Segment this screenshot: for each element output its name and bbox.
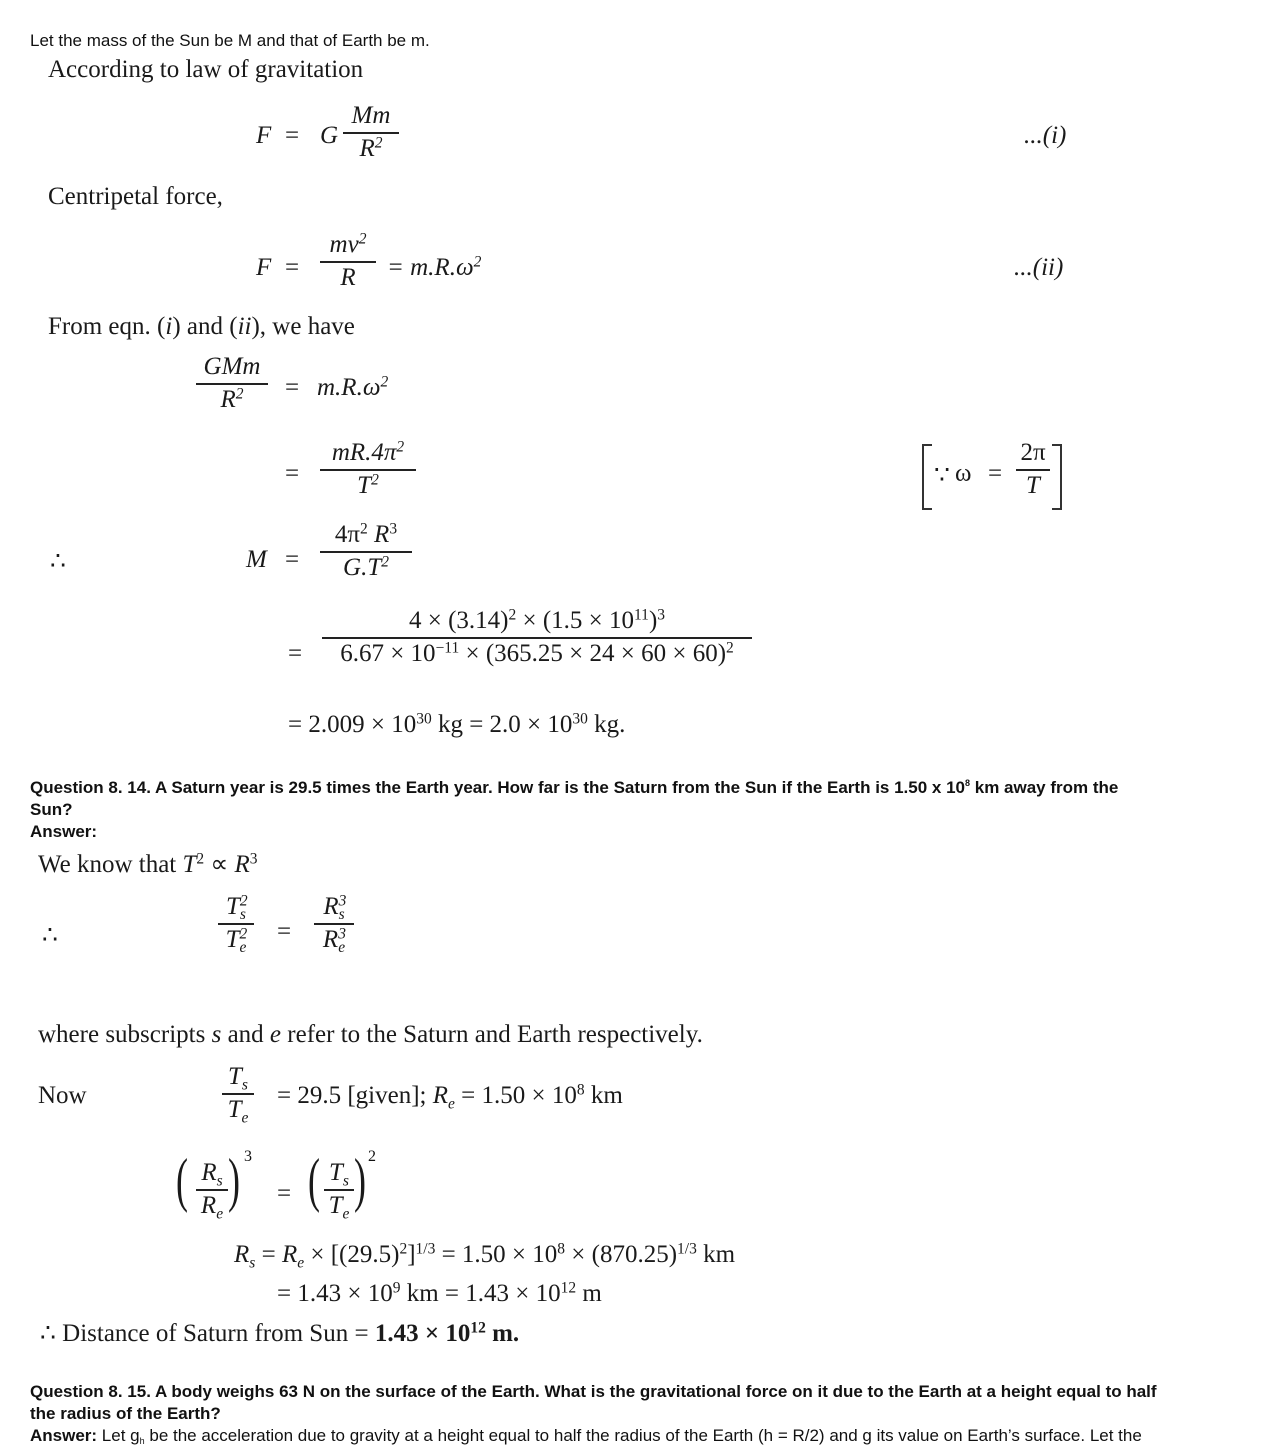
now-num-T: T xyxy=(228,1063,242,1090)
now-rhs-a: = 29.5 [given]; xyxy=(277,1082,433,1109)
eq6-num-c-exp: 3 xyxy=(657,606,666,624)
eq6-denominator xyxy=(340,641,734,667)
fraction-bar xyxy=(320,551,412,553)
question-14 xyxy=(30,777,1118,843)
eq6-num-c: ) xyxy=(648,607,658,634)
eq4-denominator xyxy=(357,473,379,499)
eq5-denominator xyxy=(343,555,389,581)
ratio-n2: R xyxy=(323,893,339,920)
eq1-lhs: F xyxy=(256,122,272,149)
now-R-sub: e xyxy=(448,1095,455,1113)
eq3-rhs xyxy=(317,374,388,402)
fraction-bar xyxy=(320,469,416,471)
omega-denominator: T xyxy=(1026,471,1040,499)
where-mid: and xyxy=(221,1021,270,1048)
ratio-d1-sub: e xyxy=(239,939,247,957)
eq2-equals: = xyxy=(285,254,300,281)
eq4-num-base: mR.4π xyxy=(331,439,397,466)
ratio-left-den xyxy=(225,925,248,957)
now-num-sub: s xyxy=(241,1076,248,1094)
eq5-lhs: M xyxy=(246,546,267,573)
omega-equals: = xyxy=(988,460,1003,487)
intro-text: Let the mass of the Sun be M and that of Earth be m. xyxy=(30,31,430,50)
fraction-bar xyxy=(314,923,354,925)
fraction-bar xyxy=(196,1189,228,1191)
equation-7 xyxy=(288,711,625,739)
right-paren: ) xyxy=(353,1147,366,1213)
eq5-num-a-exp: 2 xyxy=(360,520,368,538)
power-ln-sub: s xyxy=(216,1172,223,1190)
eq6-num-a-exp: 2 xyxy=(508,606,517,624)
eq4-numerator xyxy=(332,440,404,466)
ratio-n2-exp: 3 xyxy=(338,892,347,910)
question-15-answer xyxy=(30,1425,1157,1447)
fraction-bar xyxy=(1016,469,1050,471)
right-bracket xyxy=(1052,444,1062,510)
eq6-den-b-exp: 2 xyxy=(726,639,734,657)
rs-e: × (870.25) xyxy=(565,1241,678,1268)
ratio-d2-sub: e xyxy=(338,939,346,957)
power-rd-sub: e xyxy=(342,1205,350,1223)
eq7-post: kg. xyxy=(587,711,626,738)
answer-pre: Let g xyxy=(97,1426,140,1445)
power-left-exp: 3 xyxy=(244,1148,252,1165)
answer-post: be the acceleration due to gravity at a height equal to half the radius of the Earth (h = R/2) and g its value on Earth’s surface. Let the xyxy=(144,1426,1142,1445)
rs-equation-2 xyxy=(277,1280,602,1308)
rs-R-sub: e xyxy=(297,1254,305,1272)
rs-c-exp: 1/3 xyxy=(415,1240,436,1258)
eq3-numerator: GMm xyxy=(203,353,261,380)
proportional-symbol: ∝ xyxy=(204,851,235,878)
fraction-bar xyxy=(218,923,254,925)
left-paren: ( xyxy=(307,1147,320,1213)
rs-b: × [(29.5) xyxy=(304,1241,400,1268)
eq7-exp2: 30 xyxy=(572,710,588,728)
power-right-exp: 2 xyxy=(368,1148,376,1165)
therefore-symbol: ∴ xyxy=(50,548,66,575)
eq7-exp1: 30 xyxy=(416,710,432,728)
eq1-denominator xyxy=(359,136,382,162)
from-eqn-ii: ii xyxy=(237,313,252,340)
rs-f: km xyxy=(696,1241,736,1268)
now-rhs-c: km xyxy=(584,1082,623,1109)
eq1-numerator: Mm xyxy=(351,102,391,129)
power-ld-R: R xyxy=(200,1191,217,1219)
power-left-fraction xyxy=(196,1159,228,1223)
from-eqn-i: i xyxy=(165,313,173,340)
q14-post: km away from the xyxy=(970,778,1119,797)
know-T-exp: 2 xyxy=(196,850,205,868)
ratio-left-num xyxy=(226,892,248,924)
eq5-den-base: G.T xyxy=(343,553,382,581)
power-right-fraction xyxy=(324,1159,354,1223)
now-den xyxy=(227,1095,249,1127)
rs2-b-exp: 12 xyxy=(560,1279,577,1297)
ratio-d1: T xyxy=(225,925,240,953)
now-R: R xyxy=(432,1082,449,1109)
eq2-lhs: F xyxy=(256,254,272,281)
where-post: refer to the Saturn and Earth respectively. xyxy=(281,1021,703,1048)
ratio-d1-exp: 2 xyxy=(239,925,248,943)
fraction-bar xyxy=(222,1093,254,1095)
eq3-rhs-exp: 2 xyxy=(380,373,389,391)
where-pre: where subscripts xyxy=(38,1021,212,1048)
eq6-den-a: 6.67 × 10 xyxy=(340,639,436,667)
eq6-num-b-exp: 11 xyxy=(634,606,649,624)
now-rhs xyxy=(277,1081,623,1113)
power-rn-T: T xyxy=(329,1159,343,1186)
ratio-left-fraction xyxy=(218,892,254,957)
eq3-den-exp: 2 xyxy=(235,385,244,403)
now-den-T: T xyxy=(227,1095,242,1123)
eq4-den-exp: 2 xyxy=(371,471,379,489)
eq6-fraction xyxy=(322,608,752,667)
power-ln xyxy=(201,1159,223,1190)
from-eqn-text xyxy=(48,313,355,341)
eq5-num-a: 4π xyxy=(334,521,361,548)
eq5-equals: = xyxy=(285,546,300,573)
fraction-bar xyxy=(196,383,268,385)
ratio-right-fraction xyxy=(314,892,354,957)
eq2-tag: ...(ii) xyxy=(1014,254,1064,281)
rs-lhs: R xyxy=(234,1241,250,1268)
omega-numerator: 2π xyxy=(1020,439,1046,466)
eq6-equals: = xyxy=(288,640,303,667)
ratio-d2-exp: 3 xyxy=(338,925,346,943)
eq1-den-base: R xyxy=(359,134,375,162)
conclusion-val: 1.43 × 10 xyxy=(374,1320,471,1347)
power-rn xyxy=(329,1159,349,1190)
ratio-n1: T xyxy=(226,893,240,920)
eq6-num-b: × (1.5 × 10 xyxy=(516,607,634,634)
now-rhs-exp: 8 xyxy=(576,1081,585,1099)
eq2-denominator: R xyxy=(340,263,356,291)
omega-symbol: ω xyxy=(955,460,972,487)
power-ln-R: R xyxy=(201,1159,217,1186)
left-paren: ( xyxy=(175,1147,188,1213)
power-rn-sub: s xyxy=(342,1172,349,1190)
ratio-n1-exp: 2 xyxy=(239,892,248,910)
rs-a: = xyxy=(255,1241,282,1268)
know-that-text xyxy=(38,849,258,879)
now-den-sub: e xyxy=(241,1109,249,1127)
fraction-bar xyxy=(343,132,399,134)
eq6-numerator xyxy=(409,608,665,634)
eq4-equals: = xyxy=(285,460,300,487)
therefore-symbol: ∴ xyxy=(42,922,58,949)
rs-c: ] xyxy=(407,1241,416,1268)
eq7-mid: kg = 2.0 × 10 xyxy=(431,711,573,738)
eq1-tag: ...(i) xyxy=(1024,122,1067,149)
eq3-denominator xyxy=(220,387,243,413)
ratio-n1-sub: s xyxy=(239,906,246,924)
rs2-c: m xyxy=(576,1280,602,1307)
where-e: e xyxy=(269,1021,282,1048)
fraction-bar xyxy=(322,637,752,639)
ratio-right-den xyxy=(322,925,346,957)
power-rd-T: T xyxy=(328,1191,343,1219)
centripetal-heading: Centripetal force, xyxy=(48,183,223,210)
because-symbol: ∵ xyxy=(934,462,950,489)
right-paren: ) xyxy=(227,1147,240,1213)
rs-d: = 1.50 × 10 xyxy=(435,1241,558,1268)
omega-fraction xyxy=(1016,440,1050,499)
rs-d-exp: 8 xyxy=(557,1240,566,1258)
know-R: R xyxy=(234,851,250,878)
eq3-rhs-text: m.R.ω xyxy=(317,374,381,401)
eq6-den-b: × (365.25 × 24 × 60 × 60) xyxy=(459,639,727,667)
ratio-n2-sub: s xyxy=(338,906,345,924)
power-equals: = xyxy=(277,1180,292,1207)
eq1-den-exp: 2 xyxy=(374,134,383,152)
eq5-den-exp: 2 xyxy=(381,553,389,571)
fraction-bar xyxy=(320,261,376,263)
eq2-fraction xyxy=(320,232,376,291)
eq1-equals: = xyxy=(285,122,300,149)
rs-e-exp: 1/3 xyxy=(677,1240,697,1258)
rs-R: R xyxy=(281,1241,298,1268)
rs2-a-exp: 9 xyxy=(392,1279,401,1297)
eq4-fraction xyxy=(320,440,416,499)
where-s: s xyxy=(211,1021,222,1048)
from-eqn-pre: From eqn. ( xyxy=(48,313,166,340)
eq2-numerator xyxy=(330,232,367,258)
q14-exp: 8 xyxy=(965,778,971,788)
question-15-line1: Question 8. 15. A body weighs 63 N on the surface of the Earth. What is the gravitational force on it due to the Earth at a height equal to half xyxy=(30,1382,1157,1401)
eq5-num-b: R xyxy=(367,521,390,548)
answer-sub: h xyxy=(139,1436,145,1447)
know-pre: We know that xyxy=(38,851,183,878)
eq4-num-exp: 2 xyxy=(396,438,405,456)
now-rhs-b: = 1.50 × 10 xyxy=(454,1082,577,1109)
question-14-line1 xyxy=(30,777,1118,799)
now-label: Now xyxy=(38,1082,87,1109)
ratio-right-num xyxy=(323,892,347,924)
eq5-num-b-exp: 3 xyxy=(389,520,398,538)
know-R-exp: 3 xyxy=(249,850,258,868)
rs-b-exp: 2 xyxy=(399,1240,408,1258)
rs-lhs-sub: s xyxy=(249,1254,256,1272)
question-15-line2: the radius of the Earth? xyxy=(30,1404,221,1423)
conclusion-text xyxy=(40,1318,519,1348)
question-15 xyxy=(30,1381,1157,1447)
rs2-b: km = 1.43 × 10 xyxy=(400,1280,561,1307)
eq3-den-base: R xyxy=(220,385,236,413)
conclusion-exp: 12 xyxy=(470,1319,486,1337)
eq5-numerator xyxy=(335,522,397,548)
eq5-fraction xyxy=(320,522,412,581)
eq3-fraction xyxy=(196,354,268,413)
answer-label: Answer: xyxy=(30,1426,98,1445)
conclusion-pre: ∴ Distance of Saturn from Sun = xyxy=(40,1320,375,1347)
rs-equation xyxy=(234,1240,736,1272)
power-rd xyxy=(328,1191,350,1223)
eq6-num-a: 4 × (3.14) xyxy=(408,607,509,634)
eq1-coef: G xyxy=(320,122,339,149)
answer-label: Answer: xyxy=(30,822,98,841)
ratio-d2: R xyxy=(322,925,339,953)
q14-pre: Question 8. 14. A Saturn year is 29.5 times the Earth year. How far is the Saturn from the Sun if the Earth is 1.50 x 10 xyxy=(30,778,965,797)
power-ld xyxy=(200,1191,224,1223)
eq2-num-exp: 2 xyxy=(358,230,367,248)
eq2-num-base: mv xyxy=(329,231,359,258)
eq3-equals: = xyxy=(285,374,300,401)
eq6-den-a-exp: −11 xyxy=(435,639,460,657)
fraction-bar xyxy=(324,1189,354,1191)
where-subscripts-text xyxy=(38,1021,703,1049)
eq1-fraction xyxy=(343,103,399,162)
conclusion-post: m. xyxy=(485,1320,520,1347)
eq2-rhs xyxy=(387,254,481,282)
from-eqn-post: ), we have xyxy=(251,313,355,340)
eq4-den-base: T xyxy=(357,471,372,499)
eq2-rhs-exp: 2 xyxy=(473,253,482,271)
power-ld-sub: e xyxy=(216,1205,224,1223)
ratio-equals: = xyxy=(277,918,292,945)
left-bracket xyxy=(922,444,932,510)
eq7-pre: = 2.009 × 10 xyxy=(288,711,417,738)
from-eqn-mid: ) and ( xyxy=(172,313,238,340)
law-heading: According to law of gravitation xyxy=(48,56,364,83)
eq2-rhs-text: = m.R.ω xyxy=(387,254,474,281)
now-fraction xyxy=(222,1063,254,1127)
now-num xyxy=(228,1063,248,1094)
rs2-a: = 1.43 × 10 xyxy=(277,1280,393,1307)
question-14-line2: Sun? xyxy=(30,800,73,819)
know-T: T xyxy=(182,851,197,878)
